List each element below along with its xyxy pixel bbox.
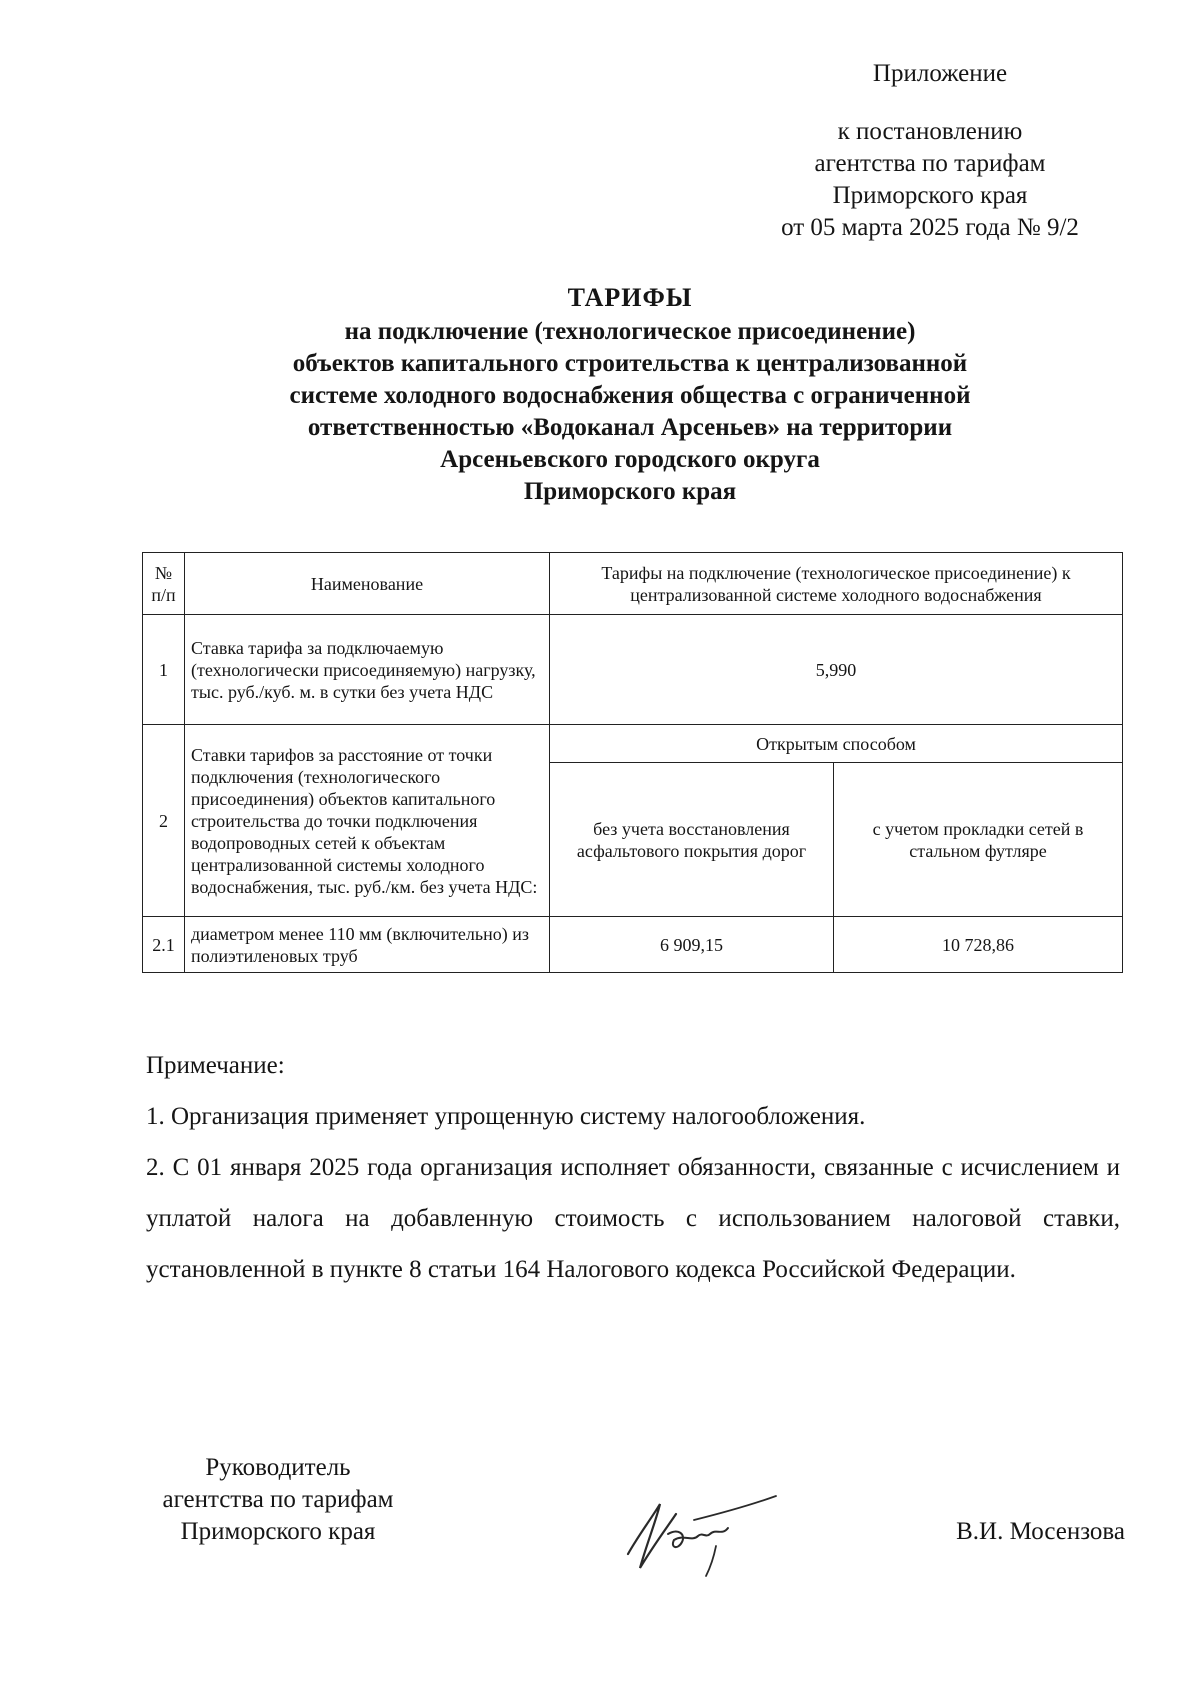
subheader-no-asphalt: без учета восстановления асфальтового покрытия дорог (550, 763, 834, 917)
title-line: ответственностью «Водоканал Арсеньев» на территории (307, 414, 953, 441)
method-header: Открытым способом (550, 725, 1123, 763)
signature-stroke (628, 1504, 676, 1568)
note-item: 1. Организация применяет упрощенную систему налогообложения. (146, 1103, 866, 1130)
row-num: 2.1 (143, 917, 185, 973)
notes-heading: Примечание: (146, 1052, 285, 1079)
appendix-heading: Приложение (872, 60, 1008, 87)
position-line: Руководитель (205, 1454, 351, 1481)
signatory-name: В.И. Мосензова (956, 1518, 1125, 1545)
row-name: диаметром менее 110 мм (включительно) из полиэтиленовых труб (185, 917, 550, 973)
appendix-line: к постановлению (837, 118, 1023, 145)
appendix-block (780, 58, 1080, 244)
signature-stroke (668, 1528, 728, 1547)
appendix-line: Приморского края (832, 182, 1028, 209)
row-num: 1 (143, 615, 185, 725)
row-name: Ставки тарифов за расстояние от точки подключения (технологического присоединения) объектов капитального строительства до точки подключения водопроводных сетей к объектам централизованной системы холодного водоснабжения, тыс. руб./км. без учета НДС: (185, 725, 550, 917)
appendix-line: агентства по тарифам (814, 150, 1046, 177)
table-row (143, 615, 1123, 725)
notes-block (146, 1040, 1120, 1295)
row-value-steel-casing: 10 728,86 (834, 917, 1123, 973)
row-value: 5,990 (550, 615, 1123, 725)
title-line: объектов капитального строительства к централизованной (292, 350, 968, 377)
header-name: Наименование (185, 553, 550, 615)
table-header-row (143, 553, 1123, 615)
tariff-table (142, 552, 1123, 973)
table-row (143, 917, 1123, 973)
signature-stroke (694, 1496, 776, 1520)
title-line: системе холодного водоснабжения общества с ограниченной (289, 382, 971, 409)
signatory-position (138, 1452, 418, 1548)
subheader-steel-casing: с учетом прокладки сетей в стальном футляре (834, 763, 1123, 917)
row-num: 2 (143, 725, 185, 917)
header-num: № п/п (143, 553, 185, 615)
appendix-date-line: от 05 марта 2025 года № 9/2 (781, 214, 1079, 241)
table-row (143, 725, 1123, 763)
header-tariffs: Тарифы на подключение (технологическое присоединение) к централизованной системе холодного водоснабжения (550, 553, 1123, 615)
row-name: Ставка тарифа за подключаемую (технологически присоединяемую) нагрузку, тыс. руб./куб. м. в сутки без учета НДС (185, 615, 550, 725)
signature-stroke (706, 1546, 716, 1576)
title-line: на подключение (технологическое присоединение) (344, 318, 916, 345)
title-main: ТАРИФЫ (567, 283, 693, 312)
handwritten-signature (598, 1476, 798, 1586)
position-line: агентства по тарифам (162, 1486, 394, 1513)
title-line: Приморского края (523, 478, 737, 505)
title-line: Арсеньевского городского округа (440, 446, 820, 473)
row-value-no-asphalt: 6 909,15 (550, 917, 834, 973)
note-item: 2. С 01 января 2025 года организация исполняет обязанности, связанные с исчислением и уплатой налога на добавленную стоимость с использованием налоговой ставки, установленной в пункте 8 статьи 164 Налогового кодекса Российской Федерации. (146, 1154, 1120, 1283)
document-title (200, 282, 1060, 508)
position-line: Приморского края (180, 1518, 376, 1545)
